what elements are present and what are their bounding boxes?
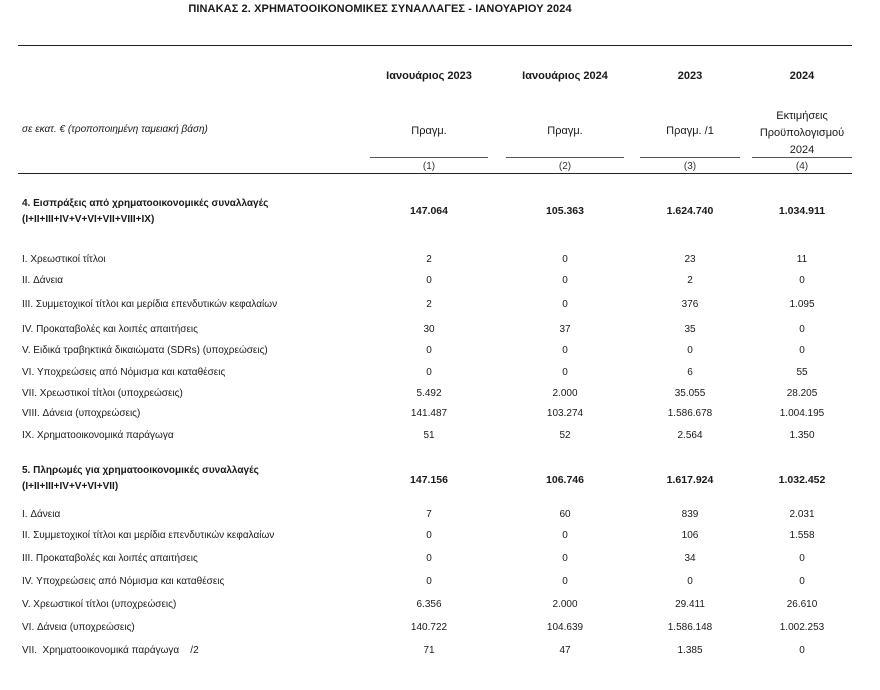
cell: 2.564	[677, 430, 703, 441]
cell: 0	[799, 345, 805, 356]
cell: 1.002.253	[779, 622, 825, 633]
col1-underline	[370, 157, 488, 158]
col4-number: (4)	[795, 161, 809, 172]
cell: 2.031	[789, 509, 815, 520]
section4-title	[22, 196, 268, 228]
cell: 0	[799, 576, 805, 587]
col4-underline	[752, 157, 852, 158]
section5-total-col2: 106.746	[546, 474, 584, 486]
cell: 47	[559, 645, 571, 656]
section5-total-row	[0, 463, 880, 497]
col4-sub	[742, 108, 862, 159]
col1-sub: Πραγμ.	[411, 125, 447, 137]
row-label: IX. Χρηματοοικονομικά παράγωγα	[22, 430, 174, 441]
row-label: III. Συμμετοχικοί τίτλοι και μερίδια επενδυτικών κεφαλαίων	[22, 299, 278, 310]
cell: 0	[562, 553, 568, 564]
col4-sub-line1: Εκτιμήσεις	[776, 110, 828, 122]
cell: 37	[559, 324, 571, 335]
row-label: IV. Υποχρεώσεις από Νόμισμα και καταθέσεις	[22, 576, 225, 587]
row-label: I. Χρεωστικοί τίτλοι	[22, 254, 106, 265]
row-label: V. Ειδικά τραβηκτικά δικαιώματα (SDRs) (υποχρεώσεις)	[22, 345, 268, 356]
section4-title-line2: (I+II+III+IV+V+VI+VII+VIII+IX)	[22, 214, 155, 225]
col3-sub: Πραγμ. /1	[666, 125, 714, 137]
row-label: VII. Χρεωστικοί τίτλοι (υποχρεώσεις)	[22, 388, 183, 399]
section4-total-col2: 105.363	[546, 205, 584, 217]
row-label: VI. Δάνεια (υποχρεώσεις)	[22, 622, 135, 633]
cell: 55	[796, 367, 808, 378]
cell: 7	[426, 509, 432, 520]
cell: 1.586.678	[667, 408, 713, 419]
col1-number: (1)	[422, 161, 436, 172]
row-label: III. Προκαταβολές και λοιπές απαιτήσεις	[22, 553, 198, 564]
cell: 0	[562, 254, 568, 265]
cell: 0	[687, 576, 693, 587]
cell: 6	[687, 367, 693, 378]
cell: 141.487	[410, 408, 448, 419]
cell: 60	[559, 509, 571, 520]
row-label: V. Χρεωστικοί τίτλοι (υποχρεώσεις)	[22, 599, 177, 610]
row-label: IV. Προκαταβολές και λοιπές απαιτήσεις	[22, 324, 198, 335]
cell: 2.000	[552, 388, 578, 399]
row-label: VIII. Δάνεια (υποχρεώσεις)	[22, 408, 141, 419]
cell: 0	[562, 275, 568, 286]
cell: 29.411	[675, 599, 705, 610]
section5-total-col3: 1.617.924	[666, 474, 714, 486]
cell: 2.000	[552, 599, 578, 610]
col4-sub-line2: Προϋπολογισμού	[759, 127, 845, 139]
cell: 103.274	[546, 408, 584, 419]
cell: 0	[426, 367, 432, 378]
cell: 0	[799, 275, 805, 286]
cell: 0	[426, 553, 432, 564]
col2-number: (2)	[558, 161, 572, 172]
cell: 0	[799, 553, 805, 564]
cell: 1.586.148	[667, 622, 713, 633]
cell: 2	[426, 254, 432, 265]
cell: 71	[423, 645, 435, 656]
cell: 376	[681, 299, 699, 310]
row-label: II. Συμμετοχικοί τίτλοι και μερίδια επενδυτικών κεφαλαίων	[22, 530, 275, 541]
cell: 2	[426, 299, 432, 310]
cell: 0	[799, 324, 805, 335]
cell: 34	[684, 553, 696, 564]
cell: 2	[687, 275, 693, 286]
col4-sub-line3: 2024	[789, 144, 815, 156]
col4-year: 2024	[789, 70, 815, 82]
cell: 30	[423, 324, 435, 335]
cell: 11	[796, 254, 808, 265]
section5-total-col4: 1.032.452	[778, 474, 826, 486]
cell: 0	[426, 530, 432, 541]
section5-title-line2: (I+II+III+IV+V+VI+VII)	[22, 481, 119, 492]
cell: 0	[426, 275, 432, 286]
col3-year: 2023	[677, 70, 703, 82]
cell: 23	[684, 254, 696, 265]
cell: 0	[562, 299, 568, 310]
section4-total-row	[0, 196, 880, 230]
cell: 0	[562, 576, 568, 587]
section4-total-col1: 147.064	[410, 205, 448, 217]
cell: 106	[681, 530, 699, 541]
cell: 140.722	[410, 622, 448, 633]
cell: 1.558	[789, 530, 815, 541]
top-rule	[18, 45, 852, 46]
cell: 51	[423, 430, 435, 441]
section4-total-col4: 1.034.911	[778, 205, 826, 217]
col3-underline	[640, 157, 740, 158]
col2-underline	[506, 157, 624, 158]
cell: 28.205	[786, 388, 818, 399]
cell: 5.492	[416, 388, 442, 399]
row-label: VI. Υποχρεώσεις από Νόμισμα και καταθέσεις	[22, 367, 226, 378]
cell: 104.639	[546, 622, 584, 633]
cell: 0	[562, 367, 568, 378]
section5-title	[22, 463, 259, 495]
row-label: I. Δάνεια	[22, 509, 61, 520]
cell: 6.356	[416, 599, 442, 610]
cell: 26.610	[786, 599, 818, 610]
col1-year: Ιανουάριος 2023	[386, 70, 472, 82]
cell: 1.385	[677, 645, 703, 656]
cell: 0	[687, 345, 693, 356]
cell: 0	[562, 530, 568, 541]
cell: 52	[559, 430, 571, 441]
cell: 0	[799, 645, 805, 656]
col2-year: Ιανουάριος 2024	[522, 70, 608, 82]
cell: 1.350	[789, 430, 815, 441]
cell: 0	[426, 345, 432, 356]
cell: 35.055	[674, 388, 706, 399]
col2-sub: Πραγμ.	[547, 125, 583, 137]
cell: 1.095	[789, 299, 815, 310]
header-bottom-rule	[18, 173, 852, 174]
cell: 1.004.195	[779, 408, 825, 419]
cell: 0	[562, 345, 568, 356]
cell: 839	[681, 509, 699, 520]
section5-title-line1: 5. Πληρωμές για χρηματοοικονομικές συναλλαγές	[22, 465, 259, 476]
table-title: ΠΙΝΑΚΑΣ 2. ΧΡΗΜΑΤΟΟΙΚΟΝΟΜΙΚΕΣ ΣΥΝΑΛΛΑΓΕΣ - ΙΑΝΟΥΑΡΙΟΥ 2024	[188, 3, 572, 15]
row-label: II. Δάνεια	[22, 275, 64, 286]
cell: 0	[426, 576, 432, 587]
cell: 35	[684, 324, 696, 335]
col3-number: (3)	[683, 161, 697, 172]
section4-total-col3: 1.624.740	[666, 205, 714, 217]
unit-label: σε εκατ. € (τροποποιημένη ταμειακή βάση)	[22, 124, 208, 135]
row-label: VII. Χρηματοοικονομικά παράγωγα /2	[22, 645, 199, 656]
section5-total-col1: 147.156	[410, 474, 448, 486]
section4-title-line1: 4. Εισπράξεις από χρηματοοικονομικές συναλλαγές	[22, 198, 269, 209]
